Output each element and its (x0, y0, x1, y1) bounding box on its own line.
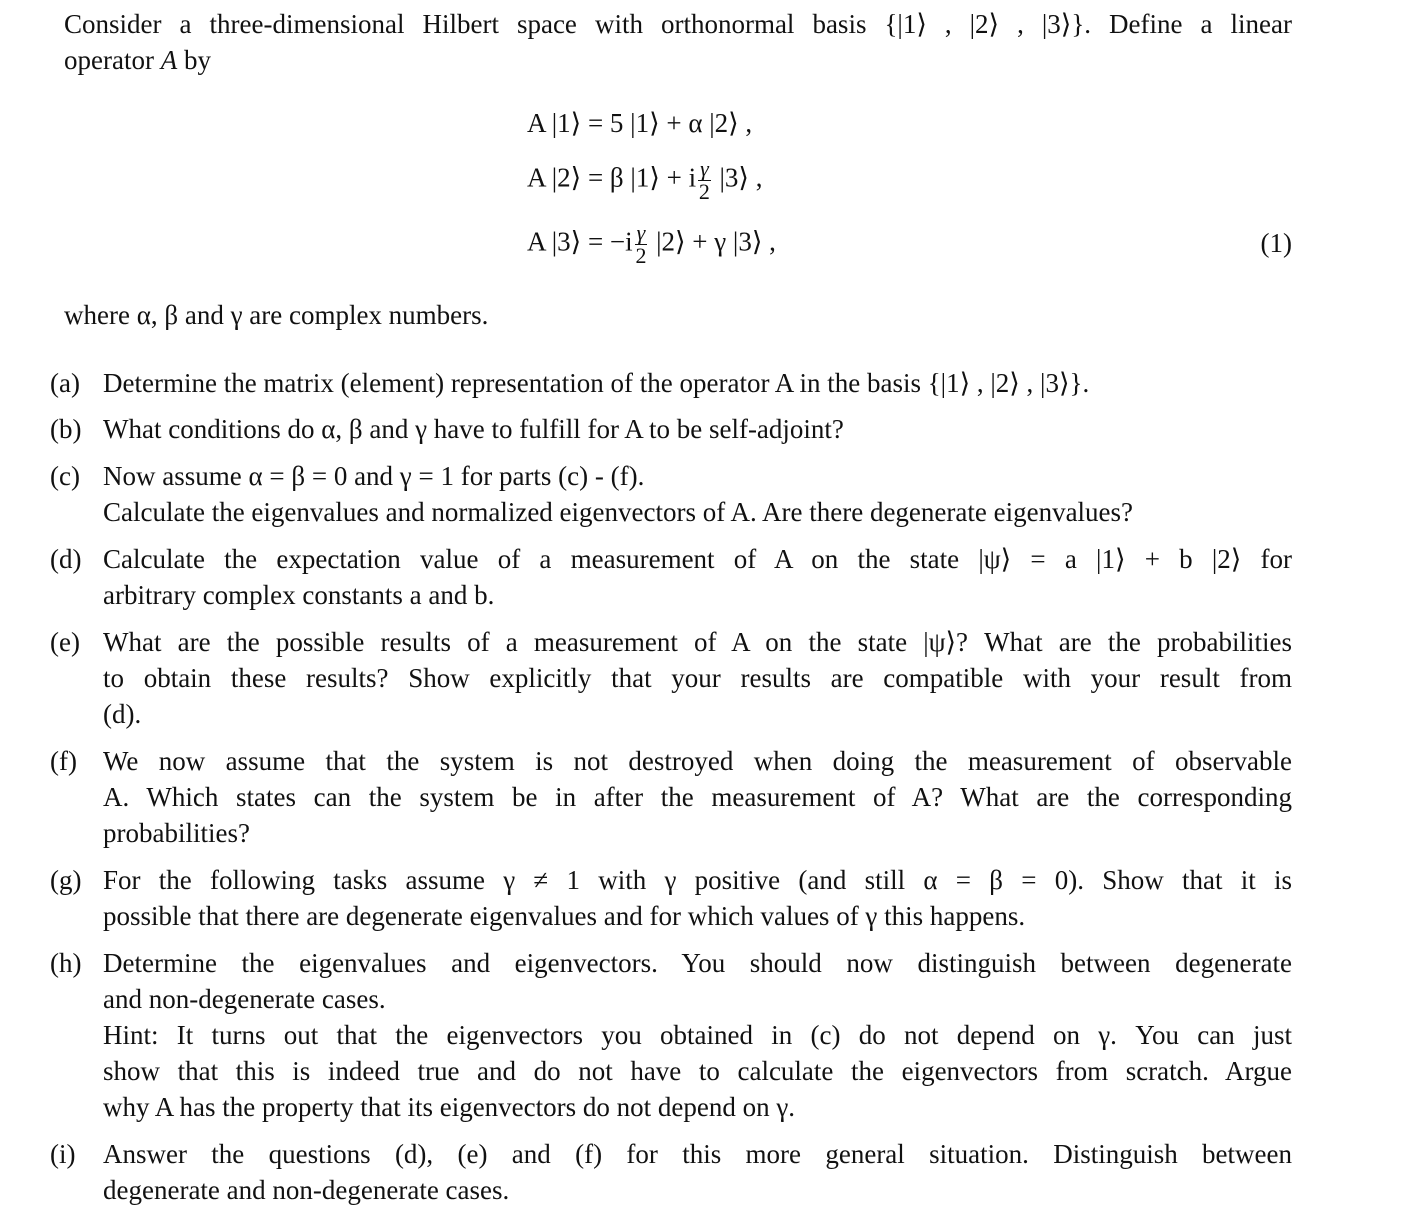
question-line: What conditions do α, β and γ have to fulfill for A to be self-adjoint? (103, 414, 844, 444)
question-line: Hint: It turns out that the eigenvectors you obtained in (c) do not depend on γ. You can just (103, 1020, 1292, 1050)
question-line: We now assume that the system is not destroyed when doing the measurement of observable (103, 746, 1292, 776)
question-item (50, 945, 1292, 1125)
question-line: show that this is indeed true and do not have to calculate the eigenvectors from scratch. Argue (103, 1056, 1292, 1086)
fraction-numerator: γ (700, 156, 709, 181)
question-label: (a) (50, 368, 80, 398)
question-line: What are the possible results of a measurement of A on the state |ψ⟩? What are the probabilities (103, 627, 1292, 657)
intro-text: operator (64, 45, 161, 75)
equation-3-rhs: |2⟩ + γ |3⟩ , (649, 226, 776, 257)
fraction-denominator: 2 (698, 179, 710, 204)
question-label: (b) (50, 414, 82, 444)
question-line: why A has the property that its eigenvectors do not depend on γ. (103, 1092, 796, 1122)
question-line: A. Which states can the system be in after the measurement of A? What are the corresponding (103, 782, 1292, 812)
question-item (50, 1136, 1292, 1208)
question-line: probabilities? (103, 818, 250, 848)
question-text (103, 743, 1292, 851)
question-item (50, 365, 1292, 401)
question-line: Determine the matrix (element) representation of the operator A in the basis {|1⟩ , |2⟩ , |3⟩}. (103, 368, 1090, 398)
question-item (50, 541, 1292, 613)
question-item (50, 624, 1292, 732)
question-label: (f) (50, 746, 77, 776)
intro-text-end: by (177, 45, 211, 75)
fraction-gamma-half (635, 222, 648, 267)
question-line: to obtain these results? Show explicitly that your results are compatible with your result from (103, 663, 1292, 693)
fraction-numerator: γ (636, 220, 646, 245)
question-text (103, 624, 1292, 732)
question-label: (d) (50, 544, 82, 574)
question-line: possible that there are degenerate eigenvalues and for which values of γ this happens. (103, 901, 1026, 931)
question-item (50, 862, 1292, 934)
question-line: (d). (103, 699, 142, 729)
operator-symbol: A (160, 45, 178, 75)
question-item (50, 458, 1292, 530)
question-text (103, 1136, 1292, 1208)
equation-2 (527, 156, 763, 204)
fraction-denominator: 2 (635, 243, 647, 268)
question-text (103, 458, 1292, 530)
equation-3 (527, 220, 776, 268)
question-label: (i) (50, 1139, 76, 1169)
question-line: For the following tasks assume γ ≠ 1 with γ positive (and still α = β = 0). Show that it is (103, 865, 1292, 895)
question-line: Calculate the eigenvalues and normalized eigenvectors of A. Are there degenerate eigenvalues? (103, 497, 1134, 527)
intro-line-2 (64, 42, 1292, 78)
question-item (50, 411, 1292, 447)
question-line: Calculate the expectation value of a measurement of A on the state |ψ⟩ = a |1⟩ + b |2⟩ for (103, 544, 1292, 574)
question-label: (g) (50, 865, 82, 895)
equation-3-lhs: A |3⟩ = −i (527, 226, 633, 257)
question-label: (e) (50, 627, 80, 657)
intro-line-1: Consider a three-dimensional Hilbert space with orthonormal basis {|1⟩ , |2⟩ , |3⟩}. Define a linear (64, 9, 1292, 39)
question-text (103, 365, 1292, 401)
where-line: where α, β and γ are complex numbers. (64, 300, 489, 330)
question-line: Now assume α = β = 0 and γ = 1 for parts (c) - (f). (103, 461, 645, 491)
question-line: Answer the questions (d), (e) and (f) for this more general situation. Distinguish between (103, 1139, 1292, 1169)
question-text (103, 411, 1292, 447)
question-text (103, 862, 1292, 934)
equation-number: (1) (1260, 228, 1292, 258)
question-line: degenerate and non-degenerate cases. (103, 1175, 510, 1205)
question-label: (h) (50, 948, 82, 978)
question-line: arbitrary complex constants a and b. (103, 580, 495, 610)
question-text (103, 541, 1292, 613)
equation-2-rhs: |3⟩ , (712, 162, 763, 193)
equation-1: A |1⟩ = 5 |1⟩ + α |2⟩ , (527, 108, 753, 138)
fraction-gamma-half (698, 158, 711, 203)
question-line: Determine the eigenvalues and eigenvectors. You should now distinguish between degenerate (103, 948, 1292, 978)
question-label: (c) (50, 461, 80, 491)
equation-2-lhs: A |2⟩ = β |1⟩ + i (527, 162, 697, 193)
question-item (50, 743, 1292, 851)
question-line: and non-degenerate cases. (103, 984, 386, 1014)
question-text (103, 945, 1292, 1125)
